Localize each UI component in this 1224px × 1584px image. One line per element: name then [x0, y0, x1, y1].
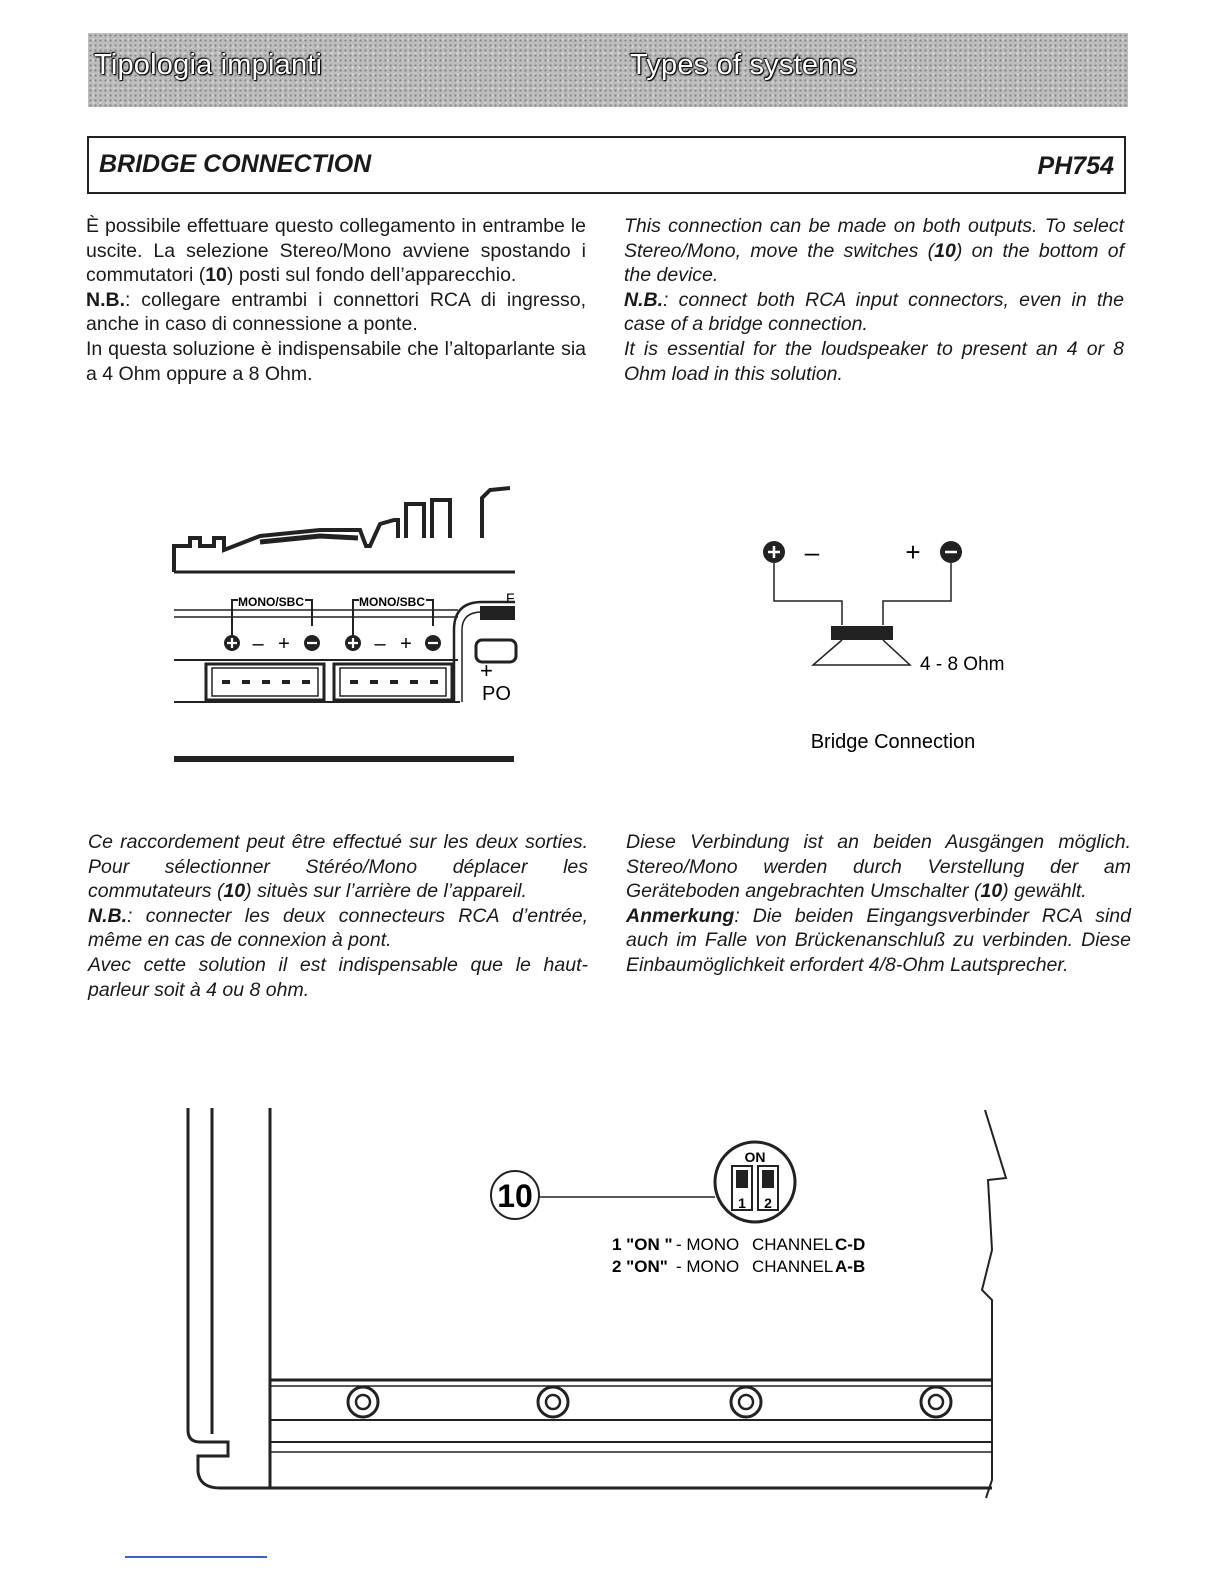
screw-icon [538, 1387, 568, 1417]
break-line [982, 1110, 1006, 1498]
diagram-caption: Bridge Connection [810, 731, 976, 753]
header-title-italian: Tipologia impianti [94, 49, 323, 81]
speaker-cone-icon [813, 640, 910, 665]
section-title: BRIDGE CONNECTION [99, 150, 372, 178]
dip-switch-1-lever [736, 1170, 748, 1188]
wire-positive [774, 563, 842, 625]
housing-outline [174, 488, 510, 572]
paragraph-intro: Diese Verbindung ist an beiden Ausgängen möglich. Stereo/Mono werden durch Verstellung der am Geräteboden angebrachten Umschalter (10) gewählt. [626, 831, 1131, 903]
base-bar [174, 756, 514, 762]
switch-1-number: 1 [738, 1195, 746, 1211]
paragraph-note: N.B.: collegare entrambi i connettori RCA di ingresso, anche in caso di connessione a ponte. [86, 288, 586, 336]
chassis-outline [188, 1108, 992, 1488]
power-connector-label-block [480, 606, 515, 620]
screw-icon [921, 1387, 951, 1417]
callout-number: 10 [497, 1178, 533, 1214]
dip-switch-2-lever [762, 1170, 774, 1188]
terminal-block-diagram [170, 480, 520, 770]
wire-negative [883, 563, 951, 625]
text-block-italian [86, 214, 586, 386]
plus-sign: + [400, 633, 412, 655]
svg-text:CHANNEL: CHANNEL [752, 1257, 834, 1276]
svg-text:C-D: C-D [835, 1235, 866, 1254]
section-title-box [87, 136, 1126, 194]
paragraph-note: N.B.: connect both RCA input connectors, even in the case of a bridge connection. [624, 288, 1124, 336]
model-number: PH754 [1037, 152, 1114, 180]
minus-sign: – [252, 633, 264, 655]
switch-legend-row-1 [612, 1235, 865, 1254]
paragraph-intro: This connection can be made on both outputs. To select Stereo/Mono, move the switches (10) on the bottom of the device. [624, 215, 1124, 287]
paragraph-intro: È possibile effettuare questo collegamento in entrambe le uscite. La selezione Stereo/Mono avviene spostando i commutatori (10) posti sul fondo dell’apparecchio. [86, 215, 586, 287]
svg-text:CHANNEL: CHANNEL [752, 1235, 834, 1254]
plus-sign: + [905, 537, 921, 567]
svg-text:- MONO: - MONO [676, 1257, 740, 1276]
switch-on-label: ON [744, 1149, 766, 1165]
power-plus-sign: + [480, 658, 493, 683]
text-block-french [88, 830, 588, 1002]
partial-label-po: PO [482, 683, 511, 705]
svg-text:- MONO: - MONO [676, 1235, 740, 1254]
footer-divider [125, 1556, 267, 1558]
screw-icon [348, 1387, 378, 1417]
svg-text:A-B: A-B [835, 1257, 866, 1276]
svg-text:2 "ON": 2 "ON" [612, 1257, 668, 1276]
paragraph-requirement: Avec cette solution il est indispensable que le haut-parleur soit à 4 ou 8 ohm. [88, 953, 588, 1001]
speaker-icon [831, 626, 893, 640]
header-banner [88, 33, 1128, 107]
mono-sbc-label-1: MONO/SBC [238, 595, 304, 609]
bridge-connection-diagram [750, 525, 1040, 765]
switch-2-number: 2 [764, 1195, 772, 1211]
paragraph-note: Anmerkung: Die beiden Eingangsverbinder RCA sind auch im Falle von Brückenanschluß zu verbinden. Diese Einbaumöglichkeit erfordert 4/8-Ohm Lautsprecher. [626, 904, 1131, 976]
minus-sign: – [374, 633, 386, 655]
terminal-block-2 [334, 664, 452, 700]
impedance-label: 4 - 8 Ohm [920, 654, 1005, 675]
paragraph-requirement: It is essential for the loudspeaker to present an 4 or 8 Ohm load in this solution. [624, 337, 1124, 385]
plus-sign: + [278, 633, 290, 655]
text-block-german [626, 830, 1131, 978]
mono-sbc-label-2: MONO/SBC [359, 595, 425, 609]
text-block-english [624, 214, 1124, 386]
paragraph-requirement: In questa soluzione è indispensabile che l’altoparlante sia a 4 Ohm oppure a 8 Ohm. [86, 337, 586, 385]
header-title-english: Types of systems [630, 49, 858, 81]
device-bottom-diagram [180, 1100, 1020, 1510]
paragraph-intro: Ce raccordement peut être effectué sur les deux sorties. Pour sélectionner Stéréo/Mono déplacer les commutateurs (10) situès sur l’arrière de l’appareil. [88, 831, 588, 903]
minus-sign: – [804, 537, 820, 567]
terminal-block-1 [206, 664, 324, 700]
switch-legend-row-2 [612, 1257, 865, 1276]
paragraph-note: N.B.: connecter les deux connecteurs RCA d’entrée, même en cas de connexion à pont. [88, 904, 588, 952]
housing-detail [260, 536, 358, 542]
partial-label-f: F [506, 590, 515, 606]
svg-text:1 "ON ": 1 "ON " [612, 1235, 673, 1254]
screw-icon [731, 1387, 761, 1417]
